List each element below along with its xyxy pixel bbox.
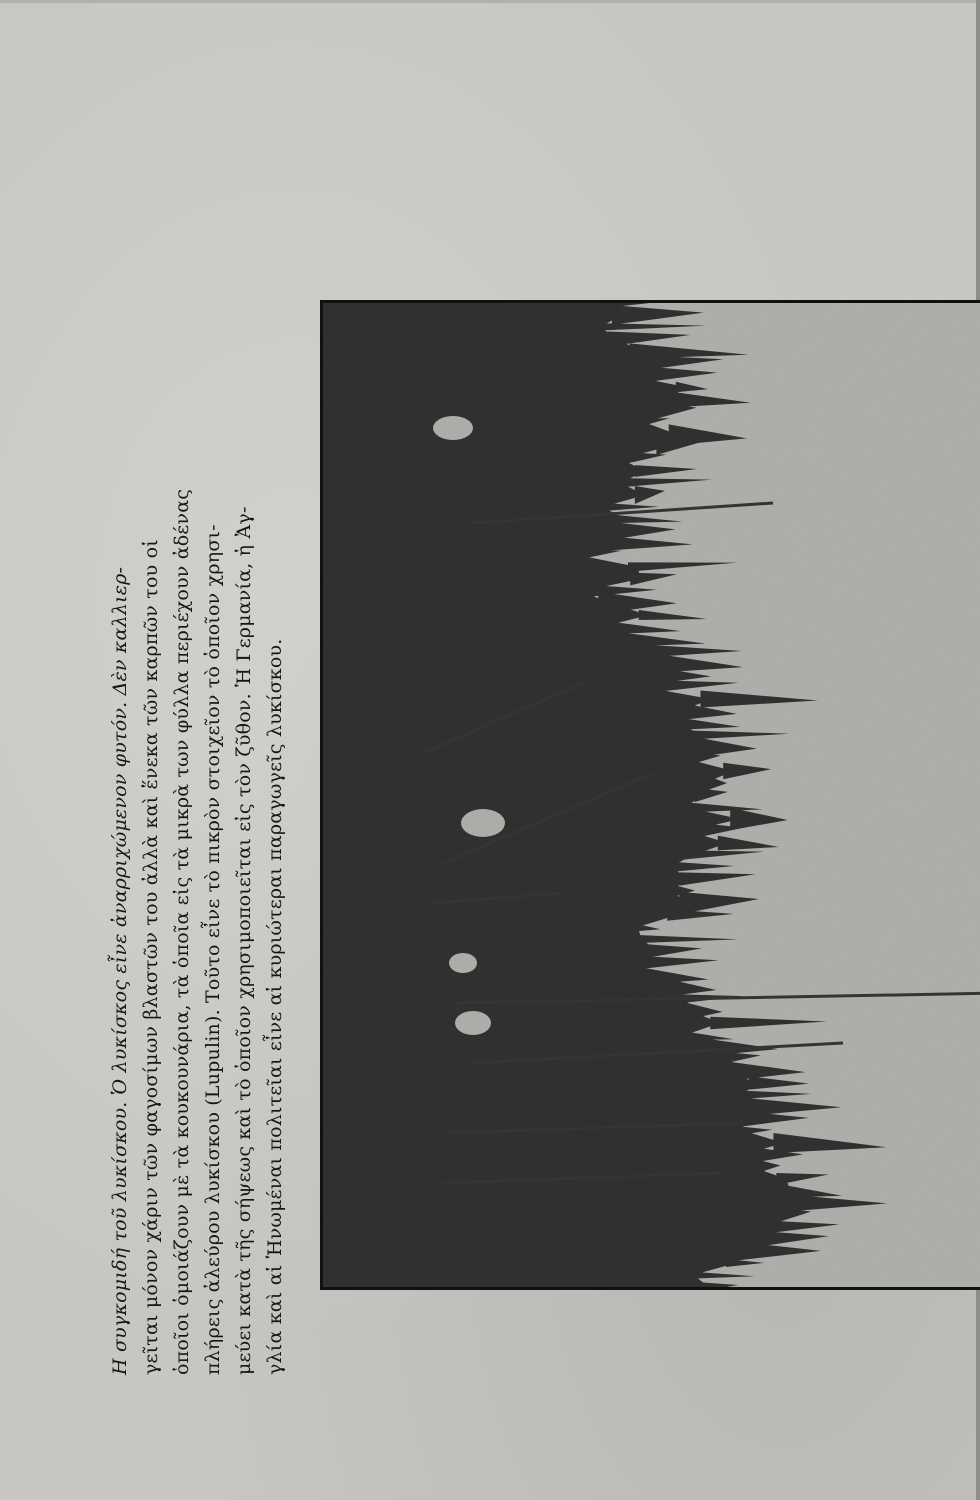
caption-line-1: Η συγκομιδή τοῦ λυκίσκου. Ὁ λυκίσκος εἶνε ἀναρριχώμενον φυτόν. Δὲν καλλιερ- (109, 566, 131, 1375)
caption-line-6: γλία καὶ αἱ Ἡνωμέναι πολιτεῖαι εἶνε αἱ κυριώτεραι παραγωγεῖς λυκίσκου. (264, 638, 286, 1375)
hop-field-photograph (320, 300, 980, 1290)
photo-image (323, 303, 980, 1290)
caption-line-5: μεύει κατὰ τῆς σήψεως καὶ τὸ ὁποῖον χρησιμοποιεῖται εἰς τὸν ζῦθον. Ἡ Γερμανία, ἡ Ἀγ- (233, 506, 255, 1375)
caption-line-4: πλήρεις ἀλεύρου λυκίσκου (Lupulin). Τοῦτο εἶνε τὸ πικρὸν στοιχεῖον τὸ ὁποῖον χρησι- (202, 524, 224, 1375)
page-top-edge (0, 0, 980, 3)
caption-line-3: ὁποῖοι ὁμοιάζουν μὲ τὰ κουκουνάρια, τὰ ὁποῖα εἰς τὰ μικρὰ των φύλλα περιέχουν ἀδένας (171, 488, 193, 1375)
caption-line-2: γεῖται μόνον χάριν τῶν φαγοσίμων βλαστῶν του ἀλλὰ καὶ ἕνεκα τῶν καρπῶν του οἱ (140, 539, 162, 1375)
photo-caption (105, 245, 305, 1375)
